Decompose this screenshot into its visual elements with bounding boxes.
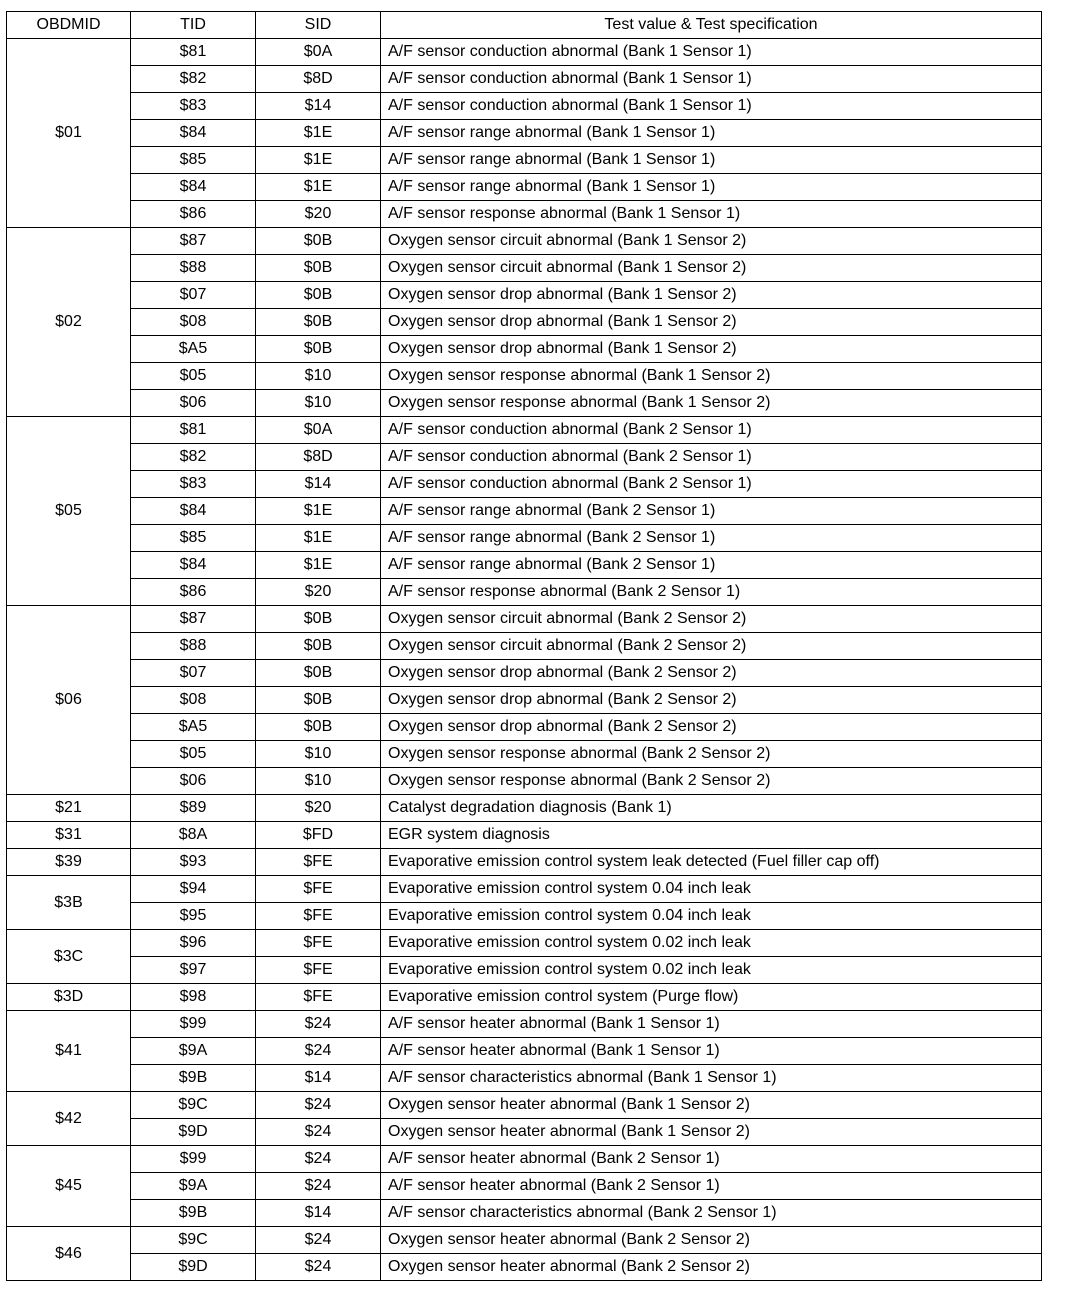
tid-cell: $07 <box>131 660 256 687</box>
sid-cell: $20 <box>256 795 381 822</box>
test-spec-cell: A/F sensor conduction abnormal (Bank 1 Sensor 1) <box>381 93 1042 120</box>
table-row <box>7 876 1042 903</box>
tid-cell: $96 <box>131 930 256 957</box>
table-row <box>7 552 1042 579</box>
obdmid-cell: $42 <box>7 1092 131 1146</box>
table-row <box>7 1038 1042 1065</box>
test-spec-cell: A/F sensor characteristics abnormal (Bank 2 Sensor 1) <box>381 1200 1042 1227</box>
test-spec-cell: A/F sensor conduction abnormal (Bank 2 Sensor 1) <box>381 471 1042 498</box>
test-spec-cell: A/F sensor response abnormal (Bank 2 Sensor 1) <box>381 579 1042 606</box>
test-spec-cell: Evaporative emission control system 0.02 inch leak <box>381 930 1042 957</box>
tid-cell: $84 <box>131 120 256 147</box>
table-row <box>7 930 1042 957</box>
sid-cell: $14 <box>256 471 381 498</box>
test-spec-cell: Oxygen sensor response abnormal (Bank 2 Sensor 2) <box>381 741 1042 768</box>
table-row <box>7 282 1042 309</box>
tid-cell: $08 <box>131 687 256 714</box>
table-row <box>7 1119 1042 1146</box>
sid-cell: $10 <box>256 390 381 417</box>
table-row <box>7 1011 1042 1038</box>
table-row <box>7 606 1042 633</box>
sid-cell: $1E <box>256 525 381 552</box>
sid-cell: $10 <box>256 768 381 795</box>
tid-cell: $05 <box>131 363 256 390</box>
tid-cell: $83 <box>131 93 256 120</box>
test-spec-cell: A/F sensor conduction abnormal (Bank 1 Sensor 1) <box>381 66 1042 93</box>
sid-cell: $0B <box>256 309 381 336</box>
table-row <box>7 660 1042 687</box>
obdmid-cell: $06 <box>7 606 131 795</box>
sid-cell: $24 <box>256 1227 381 1254</box>
sid-cell: $0B <box>256 687 381 714</box>
tid-cell: $9A <box>131 1038 256 1065</box>
table-row <box>7 768 1042 795</box>
sid-cell: $24 <box>256 1092 381 1119</box>
tid-cell: $82 <box>131 444 256 471</box>
sid-cell: $24 <box>256 1146 381 1173</box>
tid-cell: $87 <box>131 228 256 255</box>
tid-cell: $93 <box>131 849 256 876</box>
header-tid: TID <box>131 12 256 39</box>
sid-cell: $0B <box>256 255 381 282</box>
table-body <box>7 39 1042 1281</box>
tid-cell: $89 <box>131 795 256 822</box>
tid-cell: $95 <box>131 903 256 930</box>
tid-cell: $82 <box>131 66 256 93</box>
tid-cell: $94 <box>131 876 256 903</box>
table-row <box>7 957 1042 984</box>
table-row <box>7 1254 1042 1281</box>
obdmid-cell: $41 <box>7 1011 131 1092</box>
table-row <box>7 174 1042 201</box>
tid-cell: $A5 <box>131 336 256 363</box>
obdmid-cell: $31 <box>7 822 131 849</box>
sid-cell: $FE <box>256 984 381 1011</box>
tid-cell: $86 <box>131 201 256 228</box>
tid-cell: $08 <box>131 309 256 336</box>
tid-cell: $9B <box>131 1065 256 1092</box>
table-row <box>7 984 1042 1011</box>
test-spec-cell: Oxygen sensor circuit abnormal (Bank 2 Sensor 2) <box>381 633 1042 660</box>
obdmid-cell: $02 <box>7 228 131 417</box>
test-spec-cell: A/F sensor range abnormal (Bank 2 Sensor 1) <box>381 525 1042 552</box>
test-spec-cell: A/F sensor response abnormal (Bank 1 Sensor 1) <box>381 201 1042 228</box>
test-spec-cell: A/F sensor range abnormal (Bank 2 Sensor 1) <box>381 498 1042 525</box>
sid-cell: $1E <box>256 498 381 525</box>
sid-cell: $1E <box>256 552 381 579</box>
test-spec-cell: A/F sensor range abnormal (Bank 1 Sensor 1) <box>381 174 1042 201</box>
test-spec-cell: Evaporative emission control system 0.04 inch leak <box>381 876 1042 903</box>
sid-cell: $FE <box>256 957 381 984</box>
obdmid-cell: $3D <box>7 984 131 1011</box>
test-spec-cell: Oxygen sensor response abnormal (Bank 1 Sensor 2) <box>381 390 1042 417</box>
test-spec-cell: A/F sensor conduction abnormal (Bank 2 Sensor 1) <box>381 417 1042 444</box>
sid-cell: $14 <box>256 93 381 120</box>
tid-cell: $9D <box>131 1119 256 1146</box>
tid-cell: $9C <box>131 1092 256 1119</box>
sid-cell: $0B <box>256 633 381 660</box>
test-spec-cell: A/F sensor range abnormal (Bank 2 Sensor 1) <box>381 552 1042 579</box>
test-spec-cell: Oxygen sensor heater abnormal (Bank 1 Sensor 2) <box>381 1119 1042 1146</box>
table-row <box>7 201 1042 228</box>
sid-cell: $FE <box>256 849 381 876</box>
tid-cell: $07 <box>131 282 256 309</box>
tid-cell: $06 <box>131 768 256 795</box>
sid-cell: $8D <box>256 444 381 471</box>
tid-cell: $87 <box>131 606 256 633</box>
test-spec-cell: Oxygen sensor response abnormal (Bank 2 Sensor 2) <box>381 768 1042 795</box>
test-spec-cell: A/F sensor conduction abnormal (Bank 2 Sensor 1) <box>381 444 1042 471</box>
tid-cell: $9D <box>131 1254 256 1281</box>
table-row <box>7 1227 1042 1254</box>
table-row <box>7 309 1042 336</box>
table-row <box>7 822 1042 849</box>
sid-cell: $20 <box>256 579 381 606</box>
sid-cell: $24 <box>256 1011 381 1038</box>
tid-cell: $A5 <box>131 714 256 741</box>
sid-cell: $10 <box>256 363 381 390</box>
table-row <box>7 336 1042 363</box>
table-row <box>7 1092 1042 1119</box>
table-row <box>7 741 1042 768</box>
sid-cell: $0B <box>256 336 381 363</box>
test-spec-cell: Evaporative emission control system 0.02 inch leak <box>381 957 1042 984</box>
obdmid-cell: $3B <box>7 876 131 930</box>
sid-cell: $20 <box>256 201 381 228</box>
sid-cell: $1E <box>256 147 381 174</box>
sid-cell: $0B <box>256 714 381 741</box>
obd-test-table <box>6 11 1042 1281</box>
sid-cell: $24 <box>256 1254 381 1281</box>
obdmid-cell: $21 <box>7 795 131 822</box>
table-row <box>7 444 1042 471</box>
test-spec-cell: Oxygen sensor drop abnormal (Bank 1 Sensor 2) <box>381 309 1042 336</box>
tid-cell: $85 <box>131 147 256 174</box>
tid-cell: $98 <box>131 984 256 1011</box>
tid-cell: $83 <box>131 471 256 498</box>
test-spec-cell: A/F sensor heater abnormal (Bank 1 Sensor 1) <box>381 1038 1042 1065</box>
tid-cell: $97 <box>131 957 256 984</box>
table-row <box>7 1065 1042 1092</box>
test-spec-cell: A/F sensor characteristics abnormal (Bank 1 Sensor 1) <box>381 1065 1042 1092</box>
test-spec-cell: Oxygen sensor drop abnormal (Bank 1 Sensor 2) <box>381 282 1042 309</box>
table-row <box>7 687 1042 714</box>
tid-cell: $99 <box>131 1011 256 1038</box>
test-spec-cell: Evaporative emission control system 0.04 inch leak <box>381 903 1042 930</box>
sid-cell: $0B <box>256 660 381 687</box>
tid-cell: $88 <box>131 633 256 660</box>
test-spec-cell: Oxygen sensor drop abnormal (Bank 2 Sensor 2) <box>381 714 1042 741</box>
tid-cell: $9A <box>131 1173 256 1200</box>
tid-cell: $9C <box>131 1227 256 1254</box>
sid-cell: $FE <box>256 930 381 957</box>
table-row <box>7 417 1042 444</box>
tid-cell: $84 <box>131 552 256 579</box>
test-spec-cell: Oxygen sensor heater abnormal (Bank 2 Sensor 2) <box>381 1227 1042 1254</box>
header-test-spec: Test value & Test specification <box>381 12 1042 39</box>
table-row <box>7 633 1042 660</box>
test-spec-cell: Oxygen sensor response abnormal (Bank 1 Sensor 2) <box>381 363 1042 390</box>
test-spec-cell: Oxygen sensor circuit abnormal (Bank 2 Sensor 2) <box>381 606 1042 633</box>
obdmid-cell: $45 <box>7 1146 131 1227</box>
sid-cell: $24 <box>256 1173 381 1200</box>
table-row <box>7 363 1042 390</box>
sid-cell: $FE <box>256 876 381 903</box>
test-spec-cell: Evaporative emission control system leak detected (Fuel filler cap off) <box>381 849 1042 876</box>
test-spec-cell: Evaporative emission control system (Purge flow) <box>381 984 1042 1011</box>
tid-cell: $06 <box>131 390 256 417</box>
sid-cell: $10 <box>256 741 381 768</box>
sid-cell: $FE <box>256 903 381 930</box>
table-row <box>7 228 1042 255</box>
table-row <box>7 795 1042 822</box>
tid-cell: $85 <box>131 525 256 552</box>
sid-cell: $1E <box>256 174 381 201</box>
sid-cell: $8D <box>256 66 381 93</box>
test-spec-cell: A/F sensor conduction abnormal (Bank 1 Sensor 1) <box>381 39 1042 66</box>
test-spec-cell: Oxygen sensor heater abnormal (Bank 2 Sensor 2) <box>381 1254 1042 1281</box>
sid-cell: $FD <box>256 822 381 849</box>
test-spec-cell: Oxygen sensor heater abnormal (Bank 1 Sensor 2) <box>381 1092 1042 1119</box>
obdmid-cell: $01 <box>7 39 131 228</box>
table-row <box>7 471 1042 498</box>
table-row <box>7 525 1042 552</box>
tid-cell: $81 <box>131 39 256 66</box>
table-row <box>7 849 1042 876</box>
test-spec-cell: A/F sensor heater abnormal (Bank 2 Sensor 1) <box>381 1173 1042 1200</box>
test-spec-cell: Catalyst degradation diagnosis (Bank 1) <box>381 795 1042 822</box>
sid-cell: $14 <box>256 1200 381 1227</box>
table-row <box>7 1146 1042 1173</box>
test-spec-cell: A/F sensor heater abnormal (Bank 2 Sensor 1) <box>381 1146 1042 1173</box>
table-row <box>7 498 1042 525</box>
table-row <box>7 714 1042 741</box>
sid-cell: $24 <box>256 1038 381 1065</box>
tid-cell: $05 <box>131 741 256 768</box>
test-spec-cell: A/F sensor range abnormal (Bank 1 Sensor 1) <box>381 120 1042 147</box>
table-row <box>7 39 1042 66</box>
table-row <box>7 579 1042 606</box>
table-row <box>7 1173 1042 1200</box>
table-row <box>7 93 1042 120</box>
tid-cell: $84 <box>131 174 256 201</box>
tid-cell: $86 <box>131 579 256 606</box>
header-obdmid: OBDMID <box>7 12 131 39</box>
tid-cell: $81 <box>131 417 256 444</box>
table-row <box>7 120 1042 147</box>
sid-cell: $24 <box>256 1119 381 1146</box>
obdmid-cell: $3C <box>7 930 131 984</box>
test-spec-cell: Oxygen sensor drop abnormal (Bank 2 Sensor 2) <box>381 687 1042 714</box>
sid-cell: $1E <box>256 120 381 147</box>
sid-cell: $0B <box>256 606 381 633</box>
obdmid-cell: $05 <box>7 417 131 606</box>
tid-cell: $88 <box>131 255 256 282</box>
test-spec-cell: A/F sensor heater abnormal (Bank 1 Sensor 1) <box>381 1011 1042 1038</box>
test-spec-cell: A/F sensor range abnormal (Bank 1 Sensor 1) <box>381 147 1042 174</box>
tid-cell: $99 <box>131 1146 256 1173</box>
test-spec-cell: Oxygen sensor circuit abnormal (Bank 1 Sensor 2) <box>381 228 1042 255</box>
test-spec-cell: EGR system diagnosis <box>381 822 1042 849</box>
table-row <box>7 390 1042 417</box>
sid-cell: $14 <box>256 1065 381 1092</box>
sid-cell: $0B <box>256 282 381 309</box>
obdmid-cell: $39 <box>7 849 131 876</box>
tid-cell: $84 <box>131 498 256 525</box>
sid-cell: $0A <box>256 39 381 66</box>
obdmid-cell: $46 <box>7 1227 131 1281</box>
test-spec-cell: Oxygen sensor drop abnormal (Bank 1 Sensor 2) <box>381 336 1042 363</box>
test-spec-cell: Oxygen sensor drop abnormal (Bank 2 Sensor 2) <box>381 660 1042 687</box>
header-sid: SID <box>256 12 381 39</box>
sid-cell: $0B <box>256 228 381 255</box>
header-row <box>7 12 1042 39</box>
table-row <box>7 255 1042 282</box>
table-row <box>7 1200 1042 1227</box>
table-row <box>7 66 1042 93</box>
test-spec-cell: Oxygen sensor circuit abnormal (Bank 1 Sensor 2) <box>381 255 1042 282</box>
tid-cell: $9B <box>131 1200 256 1227</box>
table-row <box>7 903 1042 930</box>
table-row <box>7 147 1042 174</box>
sid-cell: $0A <box>256 417 381 444</box>
tid-cell: $8A <box>131 822 256 849</box>
